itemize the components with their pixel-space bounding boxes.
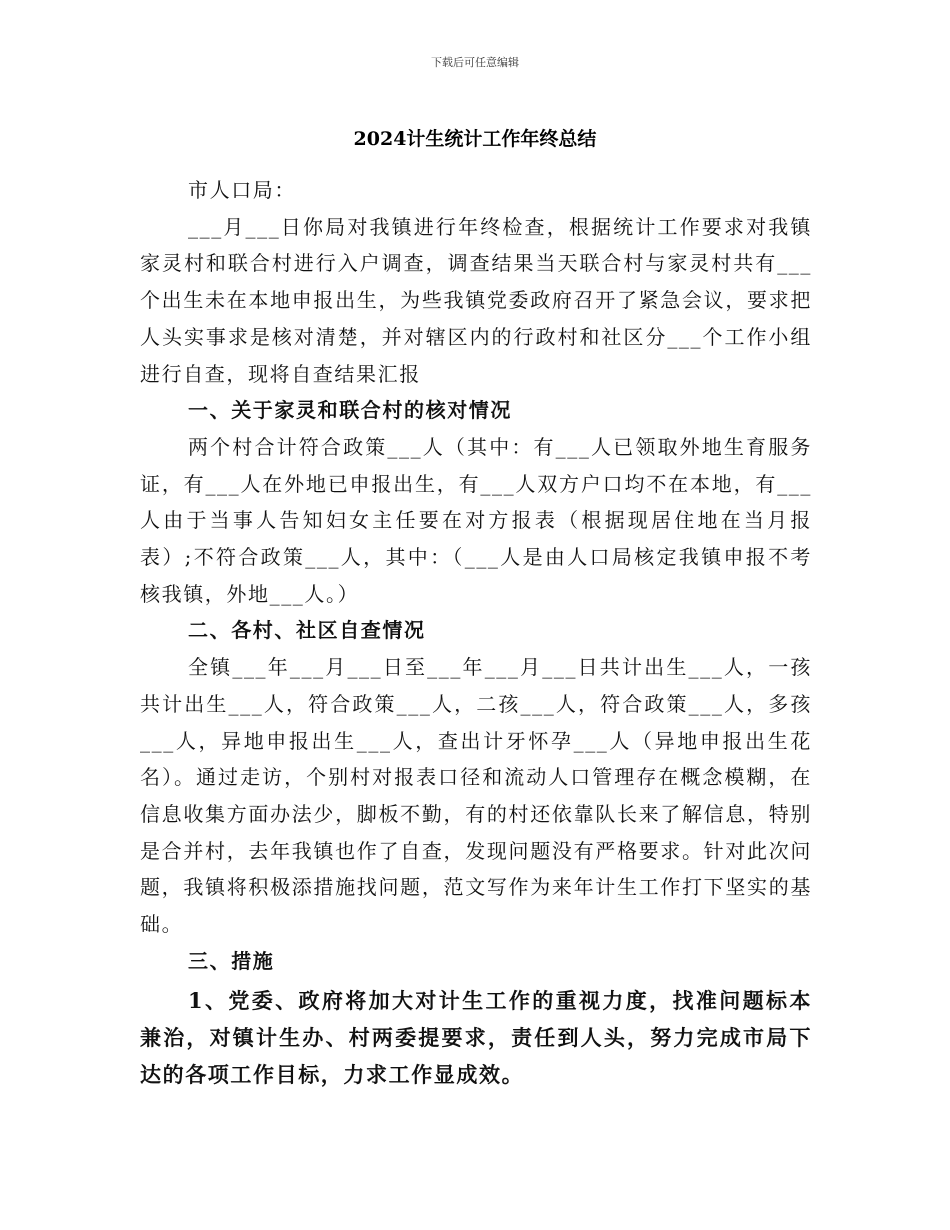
section-1-paragraph: 两个村合计符合政策___人（其中：有___人已领取外地生育服务证，有___人在外地已申报出生，有___人双方户口均不在本地，有___人由于当事人告知妇女主任要在对方报表（根据现居住地在当月报表）;不符合政策___人，其中：（___人是由人口局核定我镇申报不考核我镇，外地___人。） [140, 434, 812, 606]
section-3-item-1: 1、党委、政府将加大对计生工作的重视力度，找准问题标本兼治，对镇计生办、村两委提要求，责任到人头，努力完成市局下达的各项工作目标，力求工作显成效。 [140, 988, 812, 1088]
section-2-heading: 二、各村、社区自查情况 [188, 618, 426, 643]
document-title: 2024计生统计工作年终总结 [353, 128, 597, 150]
document-body [140, 172, 812, 1093]
section-3-heading: 三、措施 [188, 948, 275, 973]
section-1-heading: 一、关于家灵和联合村的核对情况 [188, 398, 512, 423]
salutation: 市人口局： [188, 178, 296, 202]
intro-paragraph: ___月___日你局对我镇进行年终检查，根据统计工作要求对我镇家灵村和联合村进行入户调查，调查结果当天联合村与家灵村共有___个出生未在本地申报出生，为些我镇党委政府召开了紧急会议，要求把人头实事求是核对清楚，并对辖区内的行政村和社区分___个工作小组进行自查，现将自查结果汇报 [140, 214, 812, 386]
header-note: 下载后可任意编辑 [431, 56, 519, 69]
section-2-paragraph: 全镇___年___月___日至___年___月___日共计出生___人，一孩共计出生___人，符合政策___人，二孩___人，符合政策___人，多孩___人，异地申报出生___人，查出计牙怀孕___人（异地申报出生花名）。通过走访，个别村对报表口径和流动人口管理存在概念模糊，在信息收集方面办法少，脚板不勤，有的村还依靠队长来了解信息，特别是合并村，去年我镇也作了自查，发现问题没有严格要求。针对此次问题，我镇将积极添措施找问题，范文写作为来年计生工作打下坚实的基础。 [140, 655, 812, 937]
